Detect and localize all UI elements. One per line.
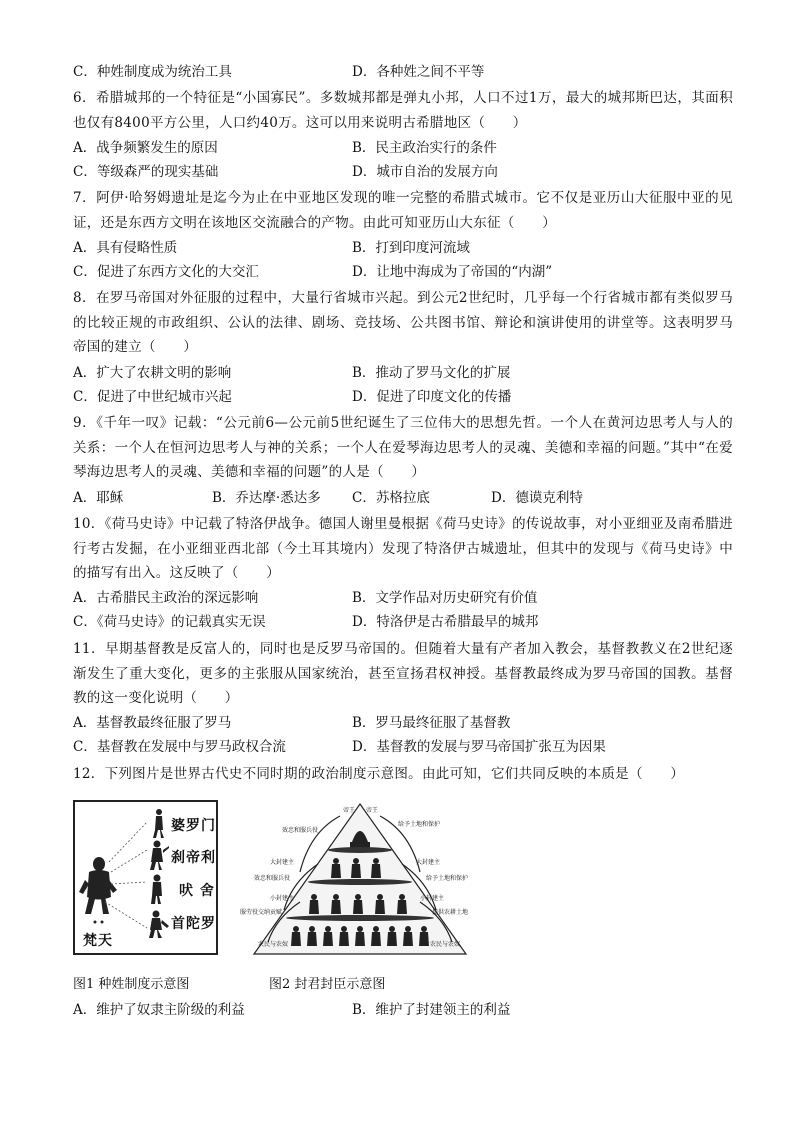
q11-option-c[interactable]: C．基督教在发展中与罗马政权合流: [73, 739, 286, 755]
q9-option-b[interactable]: B．乔达摩·悉达多: [212, 490, 321, 506]
caste-label-brahmin: 婆罗门: [171, 818, 216, 834]
q6-option-b[interactable]: B．民主政治实行的条件: [352, 140, 497, 156]
label-lord-left: 大封建主: [270, 859, 295, 866]
q7-option-c[interactable]: C．促进了东西方文化的大交汇: [73, 264, 259, 280]
question-7-stem: 7．阿伊·哈努姆遗址是迄今为止在中亚地区发现的唯一完整的希腊式城市。它不仅是亚历山大征服中亚的见证，还是东西方文明在该地区交流融合的产物。由此可知亚历山大东征（ ）: [73, 190, 733, 231]
question-10-stem: 10．《荷马史诗》中记载了特洛伊战争。德国人谢里曼根据《荷马史诗》的传说故事，对小亚细亚及南希腊进行考古发掘，在小亚细亚西北部（今土耳其境内）发现了特洛伊古城遗址，但其中的发现与《荷马史诗》中的描写有出入。这反映了（ ）: [73, 516, 733, 581]
option-d[interactable]: D．各种姓之间不平等: [352, 64, 485, 80]
q11-option-b[interactable]: B．罗马最终征服了基督教: [352, 715, 511, 731]
figure-2-caption: 图2 封君封臣示意图: [269, 977, 386, 992]
q8-option-b[interactable]: B．推动了罗马文化的扩展: [352, 365, 511, 381]
caste-label-vaishya: 吠 舍: [179, 883, 215, 899]
q8-option-a[interactable]: A．扩大了农耕文明的影响: [73, 365, 232, 381]
caste-label-kshatriya: 刹帝利: [171, 850, 216, 866]
label-labor: 服劳役交纳贡赋: [240, 909, 283, 916]
label-lord-right: 大封建主: [416, 859, 441, 866]
q12-option-a[interactable]: A．维护了奴隶主阶级的利益: [73, 1002, 245, 1018]
label-small-lord-left: 小封建主: [270, 895, 295, 902]
label-peasant-left: 农民与农奴: [258, 941, 289, 948]
label-grant-land-2: 给予土地和保护: [426, 875, 469, 882]
label-king-right: 帝王: [366, 807, 379, 814]
q11-option-d[interactable]: D．基督教的发展与罗马帝国扩张互为因果: [352, 739, 606, 755]
q6-option-a[interactable]: A．战争频繁发生的原因: [73, 140, 218, 156]
q10-option-c[interactable]: C．《荷马史诗》的记载真实无误: [73, 614, 266, 630]
label-small-lord-right: 小封建主: [420, 895, 445, 902]
caste-system-figure: [73, 800, 218, 955]
label-loyalty: 效忠和服兵役: [282, 827, 319, 834]
q6-option-c[interactable]: C．等级森严的现实基础: [73, 164, 219, 180]
label-king-left: 帝王: [343, 807, 356, 814]
q9-option-c[interactable]: C．苏格拉底: [352, 490, 430, 506]
q9-option-a[interactable]: A．耶稣: [73, 490, 124, 506]
question-9-stem: 9．《千年一叹》记载：“公元前6—公元前5世纪诞生了三位伟大的思想先哲。一个人在黄河边思考人与人的关系：一个人在恒河边思考人与神的关系；一个人在爱琴海边思考人的灵魂、美德和幸福的问题。”其中“在爱琴海边思考人的灵魂、美德和幸福的问题”的人是（ ）: [73, 415, 733, 480]
label-loyalty-2: 效忠和服兵役: [254, 875, 291, 882]
figure-1-caption: 图1 种姓制度示意图: [73, 977, 190, 992]
q7-option-b[interactable]: B．打到印度河流域: [352, 240, 470, 256]
q6-option-d[interactable]: D．城市自治的发展方向: [352, 164, 498, 180]
feudal-pyramid-figure: [240, 802, 480, 962]
question-6-stem: 6．希腊城邦的一个特征是“小国寡民”。多数城邦都是弹丸小邦，人口不过1万，最大的城邦斯巴达，其面积也仅有8400平方公里，人口约40万。这可以用来说明古希腊地区（ ）: [73, 90, 733, 131]
label-provide-land: 提供农耕土地: [432, 909, 469, 916]
q7-option-a[interactable]: A．具有侵略性质: [73, 240, 178, 256]
q11-option-a[interactable]: A．基督教最终征服了罗马: [73, 715, 232, 731]
q9-option-d[interactable]: D．德谟克利特: [491, 490, 583, 506]
q10-option-b[interactable]: B．文学作品对历史研究有价值: [352, 590, 538, 606]
deity-label-brahma: 梵天: [83, 933, 113, 949]
caste-label-shudra: 首陀罗: [171, 916, 216, 932]
question-11-stem: 11．早期基督教是反富人的，同时也是反罗马帝国的。但随着大量有产者加入教会，基督教教义在2世纪逐渐发生了重大变化，更多的主张服从国家统治，甚至宣扬君权神授。基督教最终成为罗马帝国的国教。基督教的这一变化说明（ ）: [73, 641, 733, 706]
q10-option-a[interactable]: A．古希腊民主政治的深远影响: [73, 590, 259, 606]
q10-option-d[interactable]: D．特洛伊是古希腊最早的城邦: [352, 614, 539, 630]
option-c[interactable]: C．种姓制度成为统治工具: [73, 64, 232, 80]
q7-option-d[interactable]: D．让地中海成为了帝国的“内湖”: [352, 264, 553, 280]
question-8-stem: 8．在罗马帝国对外征服的过程中，大量行省城市兴起。到公元2世纪时，几乎每一个行省城市都有类似罗马的比较正规的市政组织、公认的法律、剧场、竞技场、公共图书馆、辩论和演讲使用的讲堂等。这表明罗马帝国的建立（ ）: [73, 290, 733, 355]
label-grant-land: 给予土地和保护: [398, 821, 441, 828]
q8-option-d[interactable]: D．促进了印度文化的传播: [352, 389, 512, 405]
label-peasant-right: 农民与农奴: [430, 941, 461, 948]
q12-option-b[interactable]: B．维护了封建领主的利益: [352, 1002, 511, 1018]
q8-option-c[interactable]: C．促进了中世纪城市兴起: [73, 389, 232, 405]
question-12-stem: 12．下列图片是世界古代史不同时期的政治制度示意图。由此可知，它们共同反映的本质是（ ）: [73, 766, 685, 782]
